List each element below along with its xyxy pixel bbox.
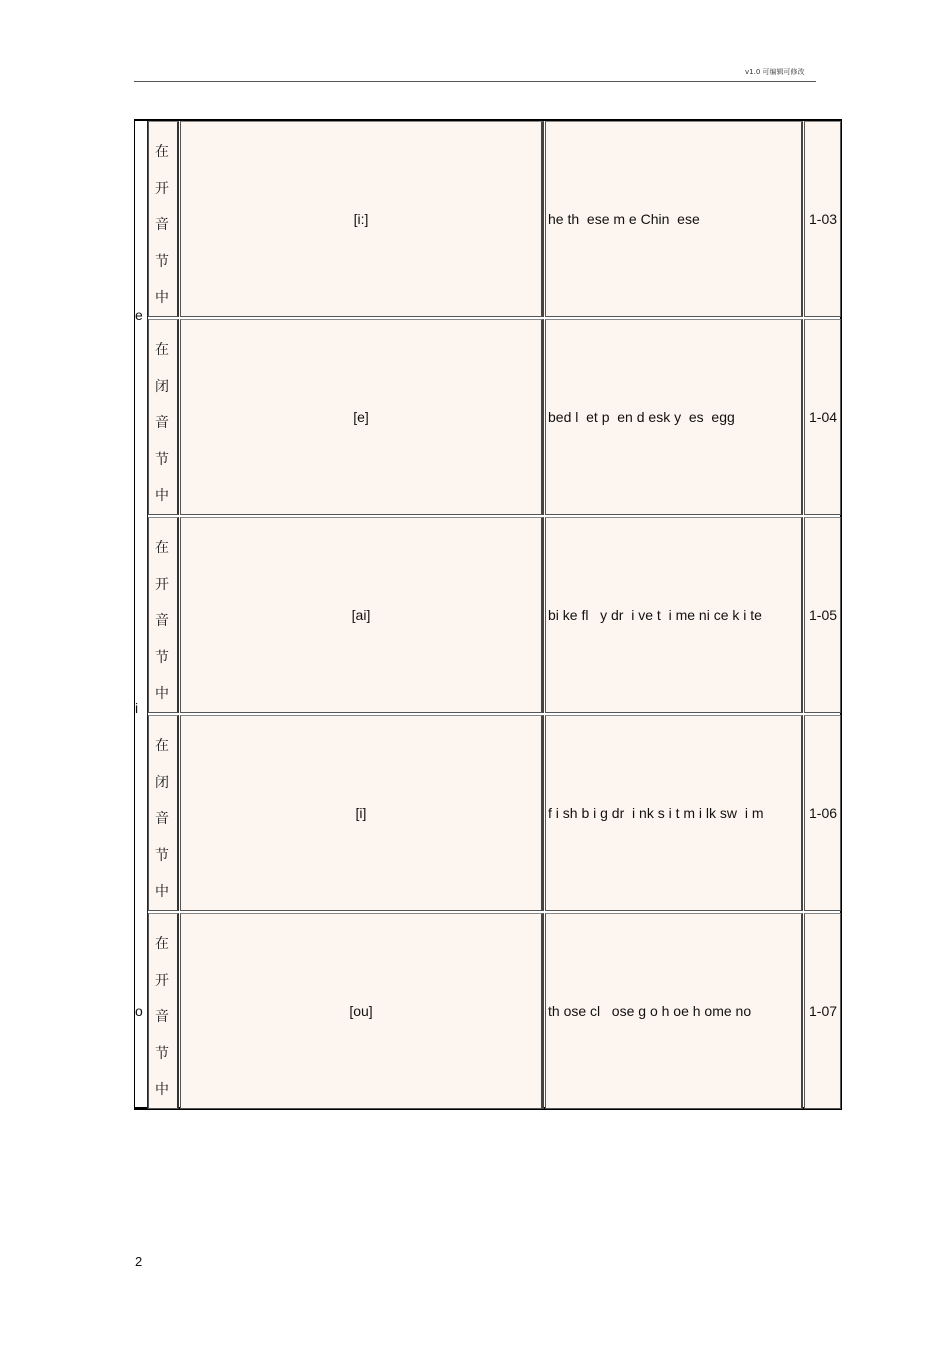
condition-char: 开 xyxy=(155,180,169,197)
example-words: bi ke fl y dr i ve t i me ni ce k i te xyxy=(548,607,762,623)
condition-char: 闭 xyxy=(155,774,169,791)
condition-char: 开 xyxy=(155,972,169,989)
group-letter-o: o xyxy=(135,1003,143,1019)
condition-char: 节 xyxy=(155,649,169,666)
condition-cell xyxy=(148,715,179,911)
group-cell-e xyxy=(135,121,148,517)
condition-char: 中 xyxy=(155,488,169,504)
condition-char: 节 xyxy=(155,253,169,270)
condition-char: 在 xyxy=(155,936,169,952)
track-cell xyxy=(804,121,841,317)
condition-char: 音 xyxy=(155,217,169,233)
track-number: 1-05 xyxy=(809,607,838,623)
words-cell xyxy=(545,913,803,1109)
table-row xyxy=(148,713,841,911)
example-words: f i sh b i g dr i nk s i t m i lk sw i m xyxy=(548,805,764,821)
ipa-cell xyxy=(180,913,544,1109)
condition-char: 闭 xyxy=(155,378,169,395)
condition-char: 中 xyxy=(155,686,169,702)
track-number: 1-06 xyxy=(809,805,838,821)
track-cell xyxy=(804,319,841,515)
example-words: bed l et p en d esk y es egg xyxy=(548,409,735,425)
ipa-cell xyxy=(180,121,544,317)
condition-char: 在 xyxy=(155,144,169,160)
condition-char: 在 xyxy=(155,540,169,556)
group-cell-o xyxy=(135,913,148,1109)
ipa-symbol: [e] xyxy=(353,409,369,425)
table-row xyxy=(148,119,841,317)
track-cell xyxy=(804,517,841,713)
condition-char: 中 xyxy=(155,1082,169,1098)
track-cell xyxy=(804,715,841,911)
words-cell xyxy=(545,319,803,515)
condition-char: 节 xyxy=(155,847,169,864)
table-row xyxy=(148,515,841,713)
condition-char: 节 xyxy=(155,451,169,468)
words-cell xyxy=(545,715,803,911)
group-letter-e: e xyxy=(135,307,143,323)
condition-char: 中 xyxy=(155,884,169,900)
phonics-table xyxy=(134,119,842,1110)
track-number: 1-04 xyxy=(809,409,838,425)
track-number: 1-03 xyxy=(809,211,838,227)
condition-char: 音 xyxy=(155,613,169,629)
ipa-cell xyxy=(180,715,544,911)
ipa-symbol: [i:] xyxy=(353,211,369,227)
words-cell xyxy=(545,517,803,713)
example-words: th ose cl ose g o h oe h ome no xyxy=(548,1003,752,1019)
table-row xyxy=(148,911,841,1109)
condition-cell xyxy=(148,121,179,317)
condition-char: 中 xyxy=(155,290,169,306)
condition-char: 在 xyxy=(155,738,169,754)
group-cell-i xyxy=(135,517,148,913)
track-number: 1-07 xyxy=(809,1003,838,1019)
condition-char: 在 xyxy=(155,342,169,358)
condition-char: 音 xyxy=(155,811,169,827)
header-version-text: v1.0 可编辑可修改 xyxy=(745,68,805,76)
condition-char: 开 xyxy=(155,576,169,593)
ipa-symbol: [ai] xyxy=(351,607,371,623)
table-row xyxy=(148,317,841,515)
condition-char: 音 xyxy=(155,1009,169,1025)
condition-cell xyxy=(148,517,179,713)
ipa-cell xyxy=(180,517,544,713)
ipa-symbol: [ou] xyxy=(349,1003,373,1019)
condition-char: 音 xyxy=(155,415,169,431)
ipa-symbol: [i] xyxy=(355,805,367,821)
condition-char: 节 xyxy=(155,1045,169,1062)
group-letter-i: i xyxy=(135,700,139,716)
page-number: 2 xyxy=(135,1254,143,1269)
condition-cell xyxy=(148,913,179,1109)
example-words: he th ese m e Chin ese xyxy=(548,211,700,227)
words-cell xyxy=(545,121,803,317)
condition-cell xyxy=(148,319,179,515)
ipa-cell xyxy=(180,319,544,515)
header-divider xyxy=(134,81,816,82)
track-cell xyxy=(804,913,841,1109)
